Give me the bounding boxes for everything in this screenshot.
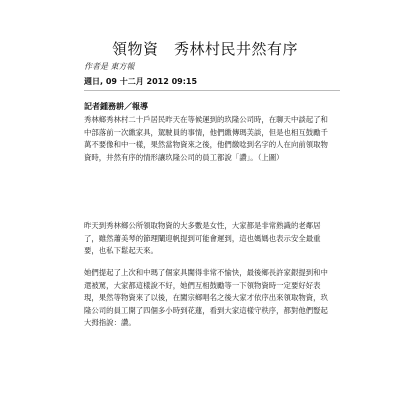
article-title: 領物資 秀林村民井然有序 — [111, 40, 298, 58]
article-datetime: 週日, 09 十二月 2012 09:15 — [84, 77, 198, 86]
divider — [84, 90, 340, 91]
article-paragraph-3: 她們提起了上次和中瑪了個家具闖得非常不愉快，最後鄉長許家銀提到和中還被罵，大家都這樣說不好，她們互相鼓勵等一下領物資時一定要好好表現，果然等物資來了以後，在闖宗鄉唱名之後大家才依序出來領取物資，玖隆公司的員工開了四個多小時到花蓮，看到大家這樣守秩序，都對他們豎起大拇指說：讚。 — [84, 268, 328, 328]
article-paragraph-1: 秀林鄉秀林村二十戶居民昨天在等候運到的玖隆公司時，在聊天中談起了和中部落前一次繳家具，駕駛員的事情，他們繳傳瑪芙談，但是也相互鼓勵千萬不要像和中一樣，果然當物資來之後，他們繳唸到名字的人在向前領取物資時，井然有序的情形讓玖隆公司的員工都說「讚」。（上圖） — [84, 115, 328, 162]
article-author: 作者是 東方報 — [84, 62, 135, 71]
article-byline: 記者鍾務耕／報導 — [84, 102, 148, 111]
article-paragraph-2: 昨天到秀林鄉公所領取物資的大多數是女性，大家都是非常熟識的老鄰居了，雖然蕭美琴的節理闡迎帆提到可能會遲到，這也媽媽也表示安全最重要，也私下鬆起天來。 — [84, 221, 321, 256]
